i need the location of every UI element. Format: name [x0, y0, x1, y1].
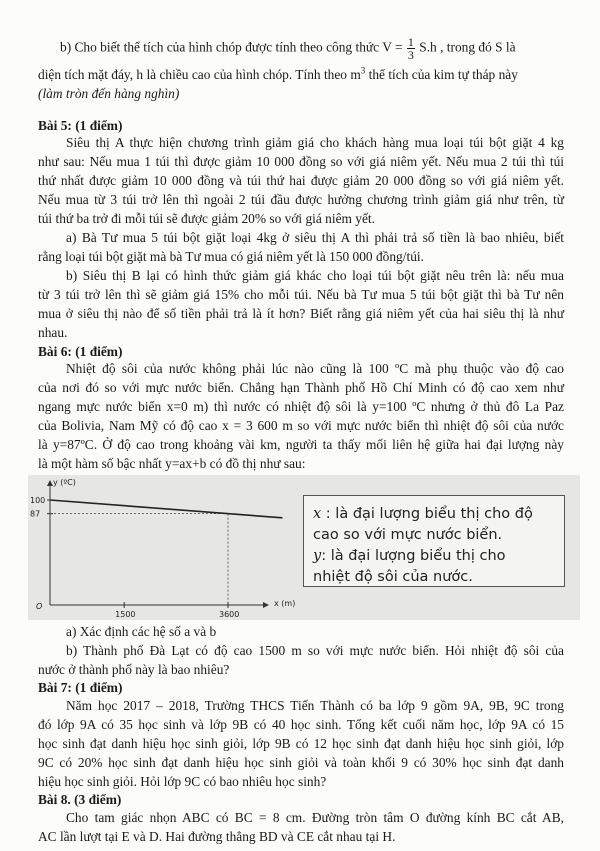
problem-8-title: Bài 8. (3 điểm) — [38, 792, 122, 807]
variable-legend: x : là đại lượng biểu thị cho độ cao so với mực nước biển. y: là đại lượng biểu thị cho nhiệt độ sôi của nước. — [303, 495, 565, 587]
problem-8-line: Cho tam giác nhọn ABC có BC = 8 cm. Đường tròn tâm O đường kính BC cắt AB, — [66, 810, 564, 825]
problem-5-line: rằng loại túi bột giặt mà bà Tư mua có giá niêm yết là 150 000 đồng/túi. — [38, 249, 424, 264]
x-axis-label: x (m) — [274, 599, 296, 608]
problem-6-line: là một hàm số bậc nhất y=ax+b có đồ thị như sau: — [38, 456, 306, 471]
problem-8-line: AC lần lượt tại E và D. Hai đường thẳng BD và CE cắt nhau tại H. — [38, 829, 396, 844]
y-tick-label: 87 — [30, 509, 41, 519]
problem-7-line: 9C có 20% học sinh đạt danh hiệu học sinh giỏi và toàn khối 9 có 30% học sinh đạt danh — [38, 755, 564, 770]
problem-6-title: Bài 6: (1 điểm) — [38, 344, 123, 359]
problem-6-line: của Bolivia, Nam Mỹ có độ cao x = 3 600 m so với mực nước biển thì nhiệt độ sôi của nước — [38, 418, 564, 433]
problem-7-line: Năm học 2017 – 2018, Trường THCS Tiến Thành có ba lớp 9 gồm 9A, 9B, 9C trong — [66, 698, 564, 713]
problem-5-line: túi thứ ba trở đi mỗi túi sẽ được giảm 20% so với giá niêm yết. — [38, 211, 376, 226]
problem-5-line: Siêu thị A thực hiện chương trình giảm giá cho khách hàng mua loại túi bột giặt 4 kg — [66, 135, 564, 150]
problem-5-line: b) Siêu thị B lại có hình thức giảm giá khác cho loại túi bột giặt nêu trên là: nếu mua — [66, 268, 564, 283]
problem-7-title: Bài 7: (1 điểm) — [38, 680, 123, 695]
boiling-point-graph — [28, 475, 298, 620]
pyramid-question-line-2: diện tích mặt đáy, h là chiều cao của hình chóp. Tính theo $m^3$ thể tích của kim tự tháp này — [38, 65, 518, 82]
legend-x-line-2: cao so với mực nước biển. — [313, 527, 503, 543]
x-variable: x — [313, 506, 322, 522]
problem-6-line: Nhiệt độ sôi của nước không phải lúc nào cũng là 100 ºC mà phụ thuộc vào độ cao — [66, 361, 564, 376]
y-axis-label: y (ºC) — [53, 478, 76, 487]
problem-6-part-b: b) Thành phố Đà Lạt có độ cao 1500 m so với mực nước biển. Hỏi nhiệt độ sôi của — [66, 643, 564, 658]
problem-7-line: đó lớp 9A có 35 học sinh và lớp 9B có 40 học sinh. Tổng kết cuối năm học, lớp 9A có 15 — [38, 717, 564, 732]
problem-5-line: Nếu mua từ 3 túi trở lên thì ngoài 2 túi đầu được hưởng chương trình giảm giá như trên, từ — [38, 192, 564, 207]
problem-5-line: từ 3 túi trở lên thì sẽ giảm giá 15% cho mỗi túi. Nếu bà Tư mua 5 túi bột giặt thì bà Tư nên — [38, 287, 564, 302]
problem-5-line: a) Bà Tư mua 5 túi bột giặt loại 4kg ở siêu thị A thì phải trả số tiền là bao nhiêu, biết — [66, 230, 564, 245]
problem-5-line: như sau: Nếu mua 1 túi thì được giảm 10 000 đồng so với giá niêm yết. Nếu mua 2 túi thì túi — [38, 154, 564, 169]
y-tick-label: 100 — [30, 496, 46, 505]
boiling-point-line — [50, 500, 282, 518]
problem-7-line: học sinh đạt danh hiệu học sinh giỏi, lớp 9B có 12 học sinh đạt danh hiệu học sinh giỏi, lớp — [38, 736, 564, 751]
y-variable: y — [313, 548, 322, 564]
problem-5-line: mua ở siêu thị nào để số tiền phải trả là ít hơn? Biết rằng giá niêm yết của hai siêu thị là như — [38, 306, 564, 321]
problem-6-line: của nơi đó so với mực nước biển. Chẳng hạn Thành phố Hồ Chí Minh có độ cao xem như — [38, 380, 564, 395]
problem-6-part-a: a) Xác định các hệ số a và b — [66, 624, 217, 639]
x-tick-label: 3600 — [219, 610, 240, 619]
problem-5-line: thứ nhất được giảm 10 000 đồng và túi thứ hai được giảm 20 000 đồng so với giá niêm yết. — [38, 173, 564, 188]
problem-7-line: hiệu học sinh giỏi. Hỏi lớp 9C có bao nhiêu học sinh? — [38, 774, 327, 789]
boiling-point-figure — [28, 475, 580, 620]
problem-5-title: Bài 5: (1 điểm) — [38, 118, 123, 133]
problem-6-line: là y=87ºC. Ở độ cao trong khoảng vài km, người ta thấy mối liên hệ giữa hai đại lượng này — [38, 437, 564, 452]
x-tick-label: 1500 — [115, 610, 136, 619]
pyramid-question-line-1: b) Cho biết thể tích của hình chóp được tính theo công thức V = $\frac{1}{3}$ S.h , trong đó S là — [60, 35, 516, 62]
fraction-one-third: $\frac{1}{3}$ — [407, 35, 414, 62]
rounding-note: (làm tròn đến hàng nghìn) — [38, 86, 180, 101]
problem-6-part-b-cont: nước ở thành phố này là bao nhiêu? — [38, 662, 230, 677]
problem-5-line: nhau. — [38, 325, 68, 340]
origin-label: O — [36, 602, 43, 611]
problem-6-line: ngang mực nước biển x=0 m) thì nước có nhiệt độ sôi là y=100 ºC nhưng ở thủ đô La Paz — [38, 399, 564, 414]
legend-y-line-2: nhiệt độ sôi của nước. — [313, 569, 473, 585]
